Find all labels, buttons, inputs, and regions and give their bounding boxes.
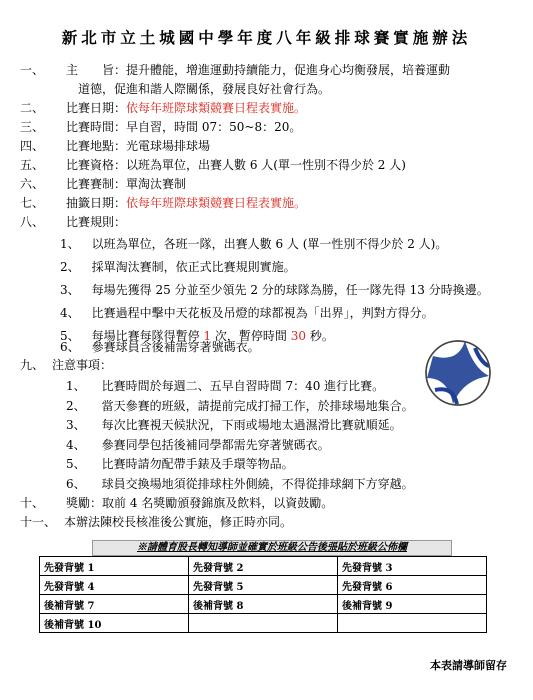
jersey-cell: 後補背號 8: [189, 595, 338, 614]
jersey-cell: 先發背號 2: [189, 557, 338, 576]
jersey-cell: 先發背號 4: [40, 576, 189, 595]
volleyball-icon: [423, 338, 493, 408]
note-item: 5、 比賽時請勿配帶手錶及手環等物品。: [66, 457, 294, 472]
notice-banner: ※請體育股長轉知導師並確實於班級公告後張貼於班級公佈欄: [92, 540, 452, 556]
footer-note: 本表請導師留存: [430, 659, 507, 672]
item-line: 三、 比賽時間：早自習，時間 07：50~8：20。: [20, 120, 302, 134]
item-10: 十、 獎勵：取前 4 名獎勵頒發錦旗及飲料，以資鼓勵。: [20, 496, 334, 510]
jersey-cell: 後補背號 7: [40, 595, 189, 614]
item-line: 四、 比賽地點：光電球場排球場: [20, 139, 211, 153]
page-title: 新北市立土城國中學年度八年級排球賽實施辦法: [61, 28, 472, 47]
note-item: 6、 球員交換場地須從排球柱外側繞，不得從排球網下方穿越。: [66, 477, 414, 491]
item-line: 二、 比賽日期：依每年班際球類競賽日程表實施。: [20, 101, 307, 115]
jersey-row: [40, 576, 487, 595]
jersey-cell: 先發背號 1: [40, 557, 189, 576]
rule-item: 2、 採單淘汰賽制，依正式比賽規則實施。: [60, 260, 296, 274]
rule-item: 5、 每場比賽每隊得暫停 1 次，暫停時間 30 秒。: [60, 329, 334, 343]
rule-item: 6、 參賽球員含後補需穿著號碼衣。: [60, 340, 260, 354]
note-item: 4、 參賽同學包括後補同學都需先穿著號碼衣。: [66, 437, 330, 452]
note-item: 1、 比賽時間於每週二、五早自習時間 7：40 進行比賽。: [66, 379, 385, 393]
note-item: 2、 當天參賽的班級，請提前完成打掃工作，於排球場地集合。: [66, 398, 414, 413]
jersey-cell: 後補背號 10: [40, 614, 189, 633]
jersey-cell: [189, 614, 338, 633]
jersey-cell: 先發背號 5: [189, 576, 338, 595]
note-item: 3、 每次比賽視天候狀況，下雨或場地太過濕滑比賽就順延。: [66, 418, 402, 433]
notes-header: 九、 注意事項：: [20, 358, 113, 372]
jersey-row: [40, 595, 487, 614]
item-line: 一、 主 旨：提升體能，增進運動持續能力，促進身心均衡發展，培養運動: [20, 63, 451, 77]
rule-item: 1、 以班為單位，各班一隊，出賽人數 6 人 (單一性別不得少於 2 人)。: [60, 237, 448, 251]
item-line: 六、 比賽賽制：單淘汰賽制: [20, 177, 187, 191]
jersey-cell: 先發背號 6: [338, 576, 487, 595]
jersey-cell: 後補背號 9: [338, 595, 487, 614]
item-line: 道德，促進和諧人際關係，發展良好社會行為。: [78, 82, 331, 96]
item-line: 八、 比賽規則：: [20, 215, 127, 229]
item-line: 五、 比賽資格：以班為單位，出賽人數 6 人(單一性別不得少於 2 人): [20, 158, 406, 172]
jersey-cell: [338, 614, 487, 633]
rule-item: 3、 每場先獲得 25 分並至少領先 2 分的球隊為勝，任一隊先得 13 分時換邊。: [60, 283, 489, 297]
jersey-cell: 先發背號 3: [338, 557, 487, 576]
item-line: 七、 抽籤日期：依每年班際球類競賽日程表實施。: [20, 196, 307, 210]
jersey-row: [40, 557, 487, 576]
jersey-table: [39, 556, 487, 633]
item-11: 十一、 本辦法陳校長核准後公實施，修正時亦同。: [20, 515, 293, 529]
jersey-row: [40, 614, 487, 633]
rule-item: 4、 比賽過程中擊中天花板及吊燈的球都視為「出界」，判對方得分。: [60, 306, 434, 320]
